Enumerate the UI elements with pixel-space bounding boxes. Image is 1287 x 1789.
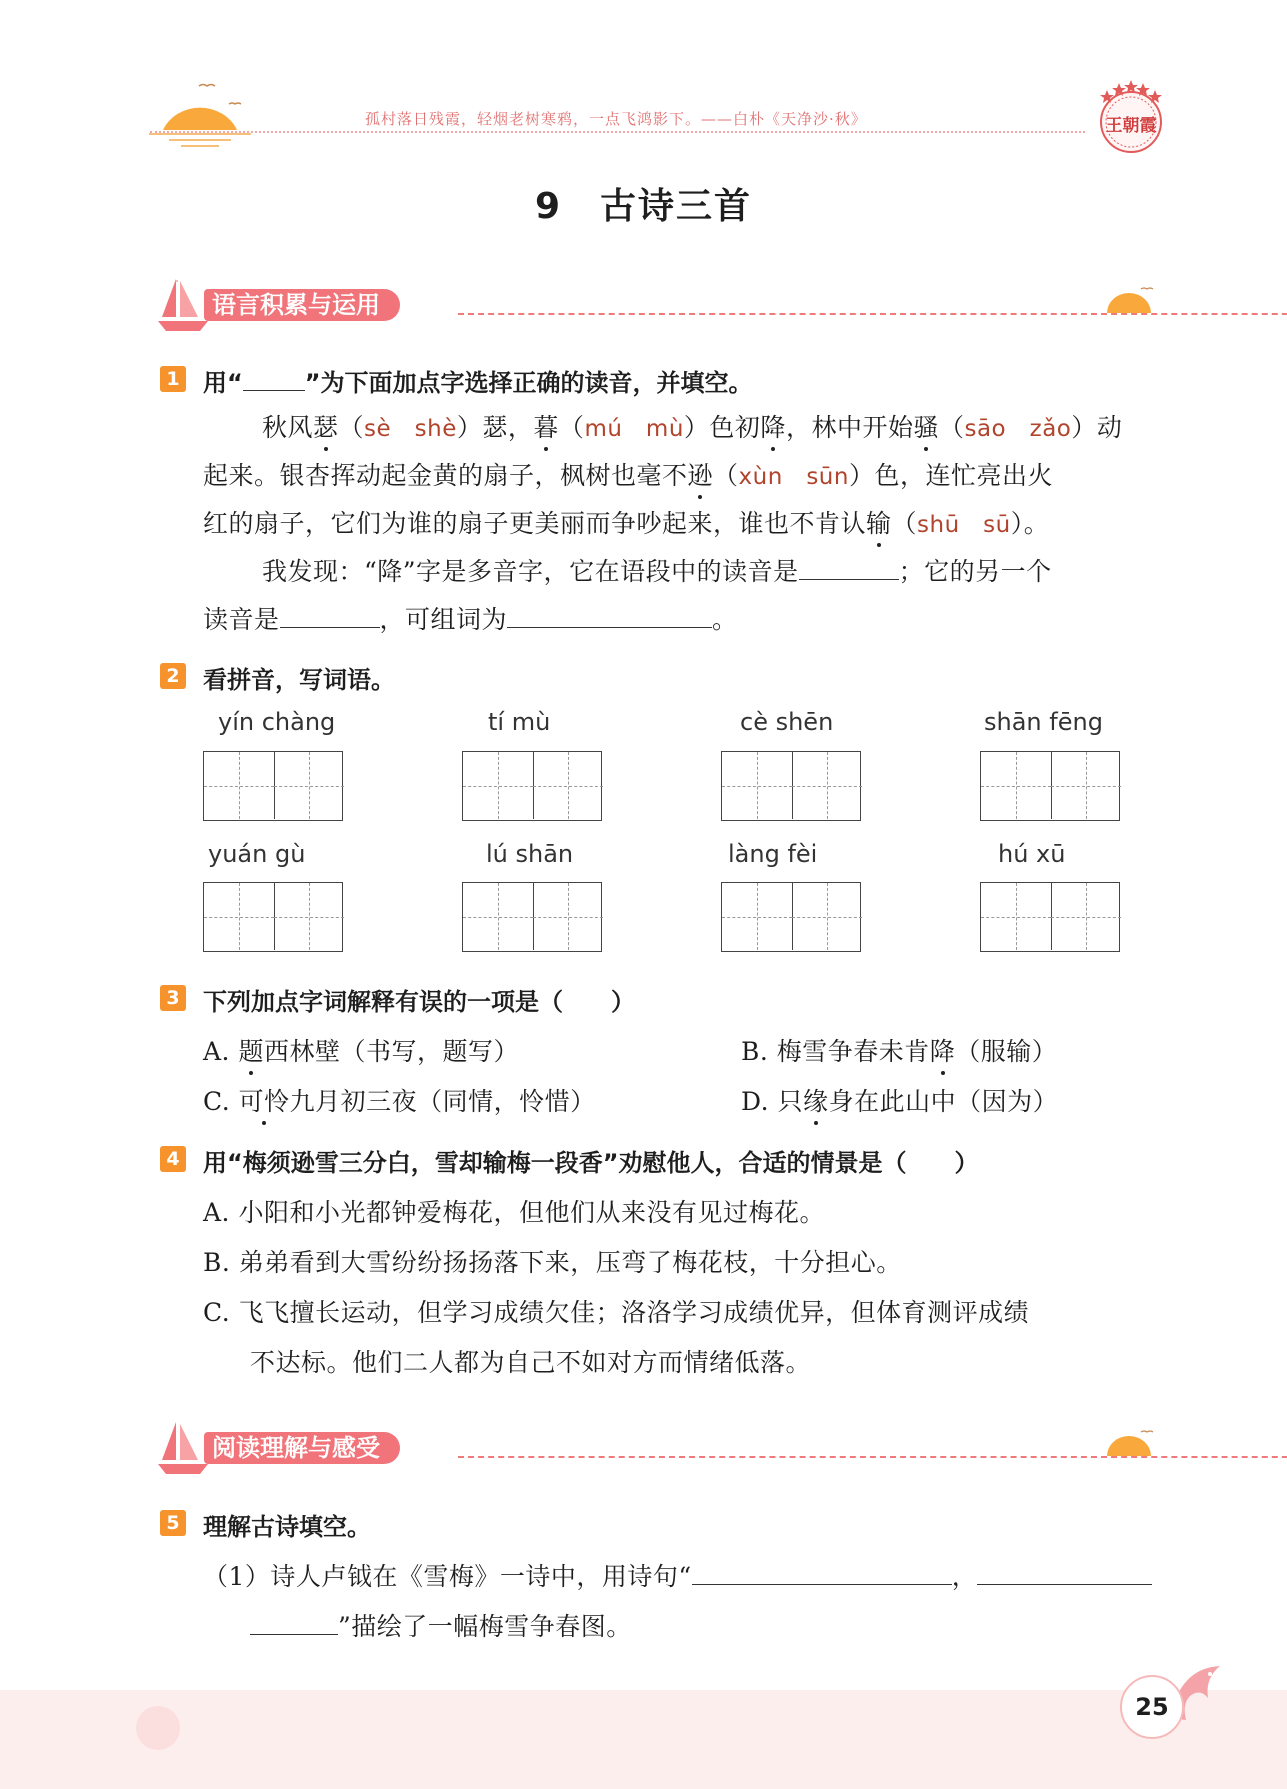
dotted-char: 题 [238,1032,264,1068]
footer-band [0,1690,1287,1789]
q1-passage-line-1 [262,408,1122,444]
pinyin-label: tí mù [488,708,551,736]
sailboat-icon [158,1418,210,1478]
q3-option-c[interactable] [203,1082,596,1118]
text: D. 只 [741,1087,804,1116]
section-title-2: 阅读理解与感受 [204,1432,400,1464]
q4-option-b[interactable]: B. 弟弟看到大雪纷纷扬扬落下来，压弯了梅花枝，十分担心。 [203,1248,902,1277]
section-title-1: 语言积累与运用 [204,289,400,321]
dotted-char: 降 [930,1032,956,1068]
text: （ [338,413,365,442]
q1-prompt-part-a: 用“ [203,369,243,397]
question-number-1: 1 [160,366,186,392]
writing-grid[interactable] [462,882,602,952]
writing-grid[interactable] [721,882,861,952]
q4-option-a[interactable]: A. 小阳和小光都钟爱梅花，但他们从来没有见过梅花。 [203,1198,825,1227]
page-number: 25 [1120,1675,1184,1739]
header-motto: 孤村落日残霞，轻烟老树寒鸦，一点飞鸿影下。——白朴《天净沙·秋》 [365,110,867,128]
question-3-prompt: 下列加点字词解释有误的一项是（ ） [203,988,635,1016]
text: ）动 [1071,413,1123,442]
pinyin-label: lú shān [486,840,574,868]
text: （ [891,509,918,538]
q1-passage-line-2 [203,456,1053,492]
writing-grid[interactable] [721,751,861,821]
text: ）色，连忙亮出火 [848,461,1053,490]
pinyin-label: cè shēn [740,708,834,736]
page-title: 9 古诗三首 [534,186,753,227]
q1-passage-line-4 [262,552,1052,588]
text: 红的扇子，它们为谁的扇子更美丽而争吵起来，谁也不肯认 [203,509,867,538]
pinyin-label: yín chàng [218,708,336,736]
pinyin-label: làng fèi [728,840,818,868]
text: （ [558,413,585,442]
q5-line-1 [203,1557,1152,1593]
q1-prompt-part-b: ”为下面加点字选择正确的读音，并填空。 [304,369,753,397]
sailboat-icon [158,275,210,335]
poem-blank-2-continued[interactable] [250,1612,338,1635]
text: 我发现：“降”字是多音字，它在语段中的读音是 [262,557,799,586]
question-5-prompt: 理解古诗填空。 [203,1513,371,1541]
question-number-3: 3 [160,985,186,1011]
text: C. [203,1087,239,1116]
q3-option-a[interactable] [203,1032,519,1068]
question-number-2: 2 [160,663,186,689]
pinyin-options[interactable]: shū sū [917,512,1011,538]
q1-passage-line-5 [203,600,738,636]
dotted-char: 暮 [533,408,559,444]
text: ）色初 [683,413,761,442]
pinyin-options[interactable]: sāo zǎo [964,416,1072,442]
dotted-char: 逊 [688,456,714,492]
writing-grid[interactable] [203,882,343,952]
dotted-char: 可怜 [239,1082,290,1118]
pinyin-label: hú xū [998,840,1066,868]
writing-grid[interactable] [203,751,343,821]
q5-line-2 [250,1607,632,1643]
text: 身在此山中（因为） [828,1087,1059,1116]
text: 起来。银杏挥动起金黄的扇子，枫树也毫不 [203,461,688,490]
writing-grid[interactable] [980,882,1120,952]
pinyin-label: yuán gù [208,840,306,868]
text: （ [938,413,965,442]
bubble-decoration-icon [130,1700,190,1760]
text: ，林中开始 [785,413,914,442]
section-banner-1 [158,275,1158,335]
sunset-icon [145,78,255,150]
dotted-char: 输 [866,504,892,540]
q1-prompt-blank[interactable] [243,368,305,391]
text: ）瑟， [456,413,534,442]
pinyin-options[interactable]: sè shè [364,416,457,442]
writing-grid[interactable] [980,751,1120,821]
brand-logo [1093,78,1169,158]
text: ，可组词为 [379,605,508,634]
text: 西林壁（书写，题写） [263,1037,519,1066]
pinyin-options[interactable]: xùn sūn [738,464,849,490]
q1-passage-line-3 [203,504,1049,540]
dotted-char: 降 [760,408,786,444]
text: ）。 [1010,509,1050,538]
q3-option-b[interactable] [741,1032,1057,1068]
question-2-prompt: 看拼音，写词语。 [203,666,395,694]
poem-blank-1[interactable] [692,1562,952,1585]
q3-option-d[interactable] [741,1082,1058,1118]
question-1-prompt [203,363,753,398]
dotted-char: 缘 [803,1082,829,1118]
text: 秋风 [262,413,314,442]
question-number-5: 5 [160,1510,186,1536]
text: ；它的另一个 [898,557,1052,586]
text: ”描绘了一幅梅雪争春图。 [338,1612,632,1641]
pinyin-label: shān fēng [984,708,1103,736]
logo-text: 王朝霞 [1105,116,1157,136]
pinyin-options[interactable]: mú mù [584,416,684,442]
answer-blank-word[interactable] [507,605,712,628]
text: （1）诗人卢钺在《雪梅》一诗中，用诗句“ [203,1562,692,1591]
question-number-4: 4 [160,1146,186,1172]
text: ， [951,1562,978,1591]
section-banner-2 [158,1418,1158,1478]
question-4-prompt: 用“梅须逊雪三分白，雪却输梅一段香”劝慰他人，合适的情景是（ ） [203,1149,979,1177]
text: 。 [712,605,738,634]
poem-blank-2[interactable] [977,1562,1152,1585]
answer-blank-reading[interactable] [799,557,899,580]
text: （ [713,461,739,490]
q4-option-c[interactable]: C. 飞飞擅长运动，但学习成绩欠佳；洛洛学习成绩优异，但体育测评成绩 [203,1298,1030,1327]
dotted-char: 骚 [913,408,939,444]
q4-option-c-continued: 不达标。他们二人都为自己不如对方而情绪低落。 [250,1348,812,1377]
dotted-char: 瑟 [313,408,339,444]
text: （服输） [955,1037,1058,1066]
text: 读音是 [203,605,280,634]
writing-grid[interactable] [462,751,602,821]
small-sunset-icon [1093,1426,1163,1466]
answer-blank-other-reading[interactable] [280,605,380,628]
header-divider [150,131,1085,133]
text: 九月初三夜（同情，怜惜） [289,1087,596,1116]
small-sunset-icon [1093,283,1163,323]
text: A. [203,1037,239,1066]
text: B. 梅雪争春未肯 [741,1037,930,1066]
